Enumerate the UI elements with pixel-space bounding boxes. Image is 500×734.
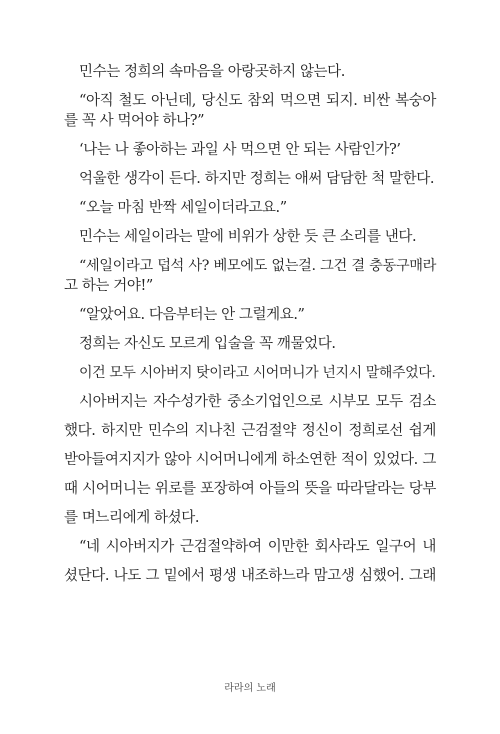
text-line: “오늘 마침 반짝 세일이더라고요.” [79, 200, 287, 216]
text-line: “알았어요. 다음부터는 안 그럴게요.” [79, 307, 305, 323]
text-line: 를 며느리에게 하셨다. [64, 510, 200, 526]
text-line: “네 시아버지가 근검절약하여 이만한 회사라도 일구어 내 [79, 539, 436, 555]
text-line: “아직 철도 아닌데, 당신도 참외 먹으면 되지. 비싼 복숭아 [79, 93, 436, 109]
running-footer: 라라의 노래 [224, 683, 276, 694]
text-line: 셨단다. 나도 그 밑에서 평생 내조하느라 맘고생 심했어. 그래 [64, 568, 436, 584]
text-line: 를 꼭 사 먹어야 하나?” [64, 113, 205, 129]
text-line: 고 하는 거야!” [64, 278, 153, 294]
text-line: 이건 모두 시아버지 탓이라고 시어머니가 넌지시 말해주었다. [79, 365, 436, 381]
text-line: 정희는 자신도 모르게 입술을 꼭 깨물었다. [79, 336, 336, 352]
text-line: 받아들여지지가 않아 시어머니에게 하소연한 적이 있었다. 그 [64, 452, 436, 468]
text-line: ‘나는 나 좋아하는 과일 사 먹으면 안 되는 사람인가?’ [79, 142, 401, 158]
page-body [64, 62, 436, 586]
text-line: 민수는 정희의 속마음을 아랑곳하지 않는다. [79, 64, 345, 80]
text-line: 시아버지는 자수성가한 중소기업인으로 시부모 모두 검소 [79, 394, 436, 410]
text-line: 민수는 세일이라는 말에 비위가 상한 듯 큰 소리를 낸다. [79, 229, 417, 245]
text-line: 했다. 하지만 민수의 지나친 근검절약 정신이 정희로선 쉽게 [64, 423, 436, 439]
text-line: “세일이라고 덥석 사? 베모에도 없는걸. 그건 결 충동구매라 [79, 258, 436, 274]
text-line: 때 시어머니는 위로를 포장하여 아들의 뜻을 따라달라는 당부 [64, 481, 436, 497]
text-line: 억울한 생각이 든다. 하지만 정희는 애써 담담한 척 말한다. [79, 171, 435, 187]
